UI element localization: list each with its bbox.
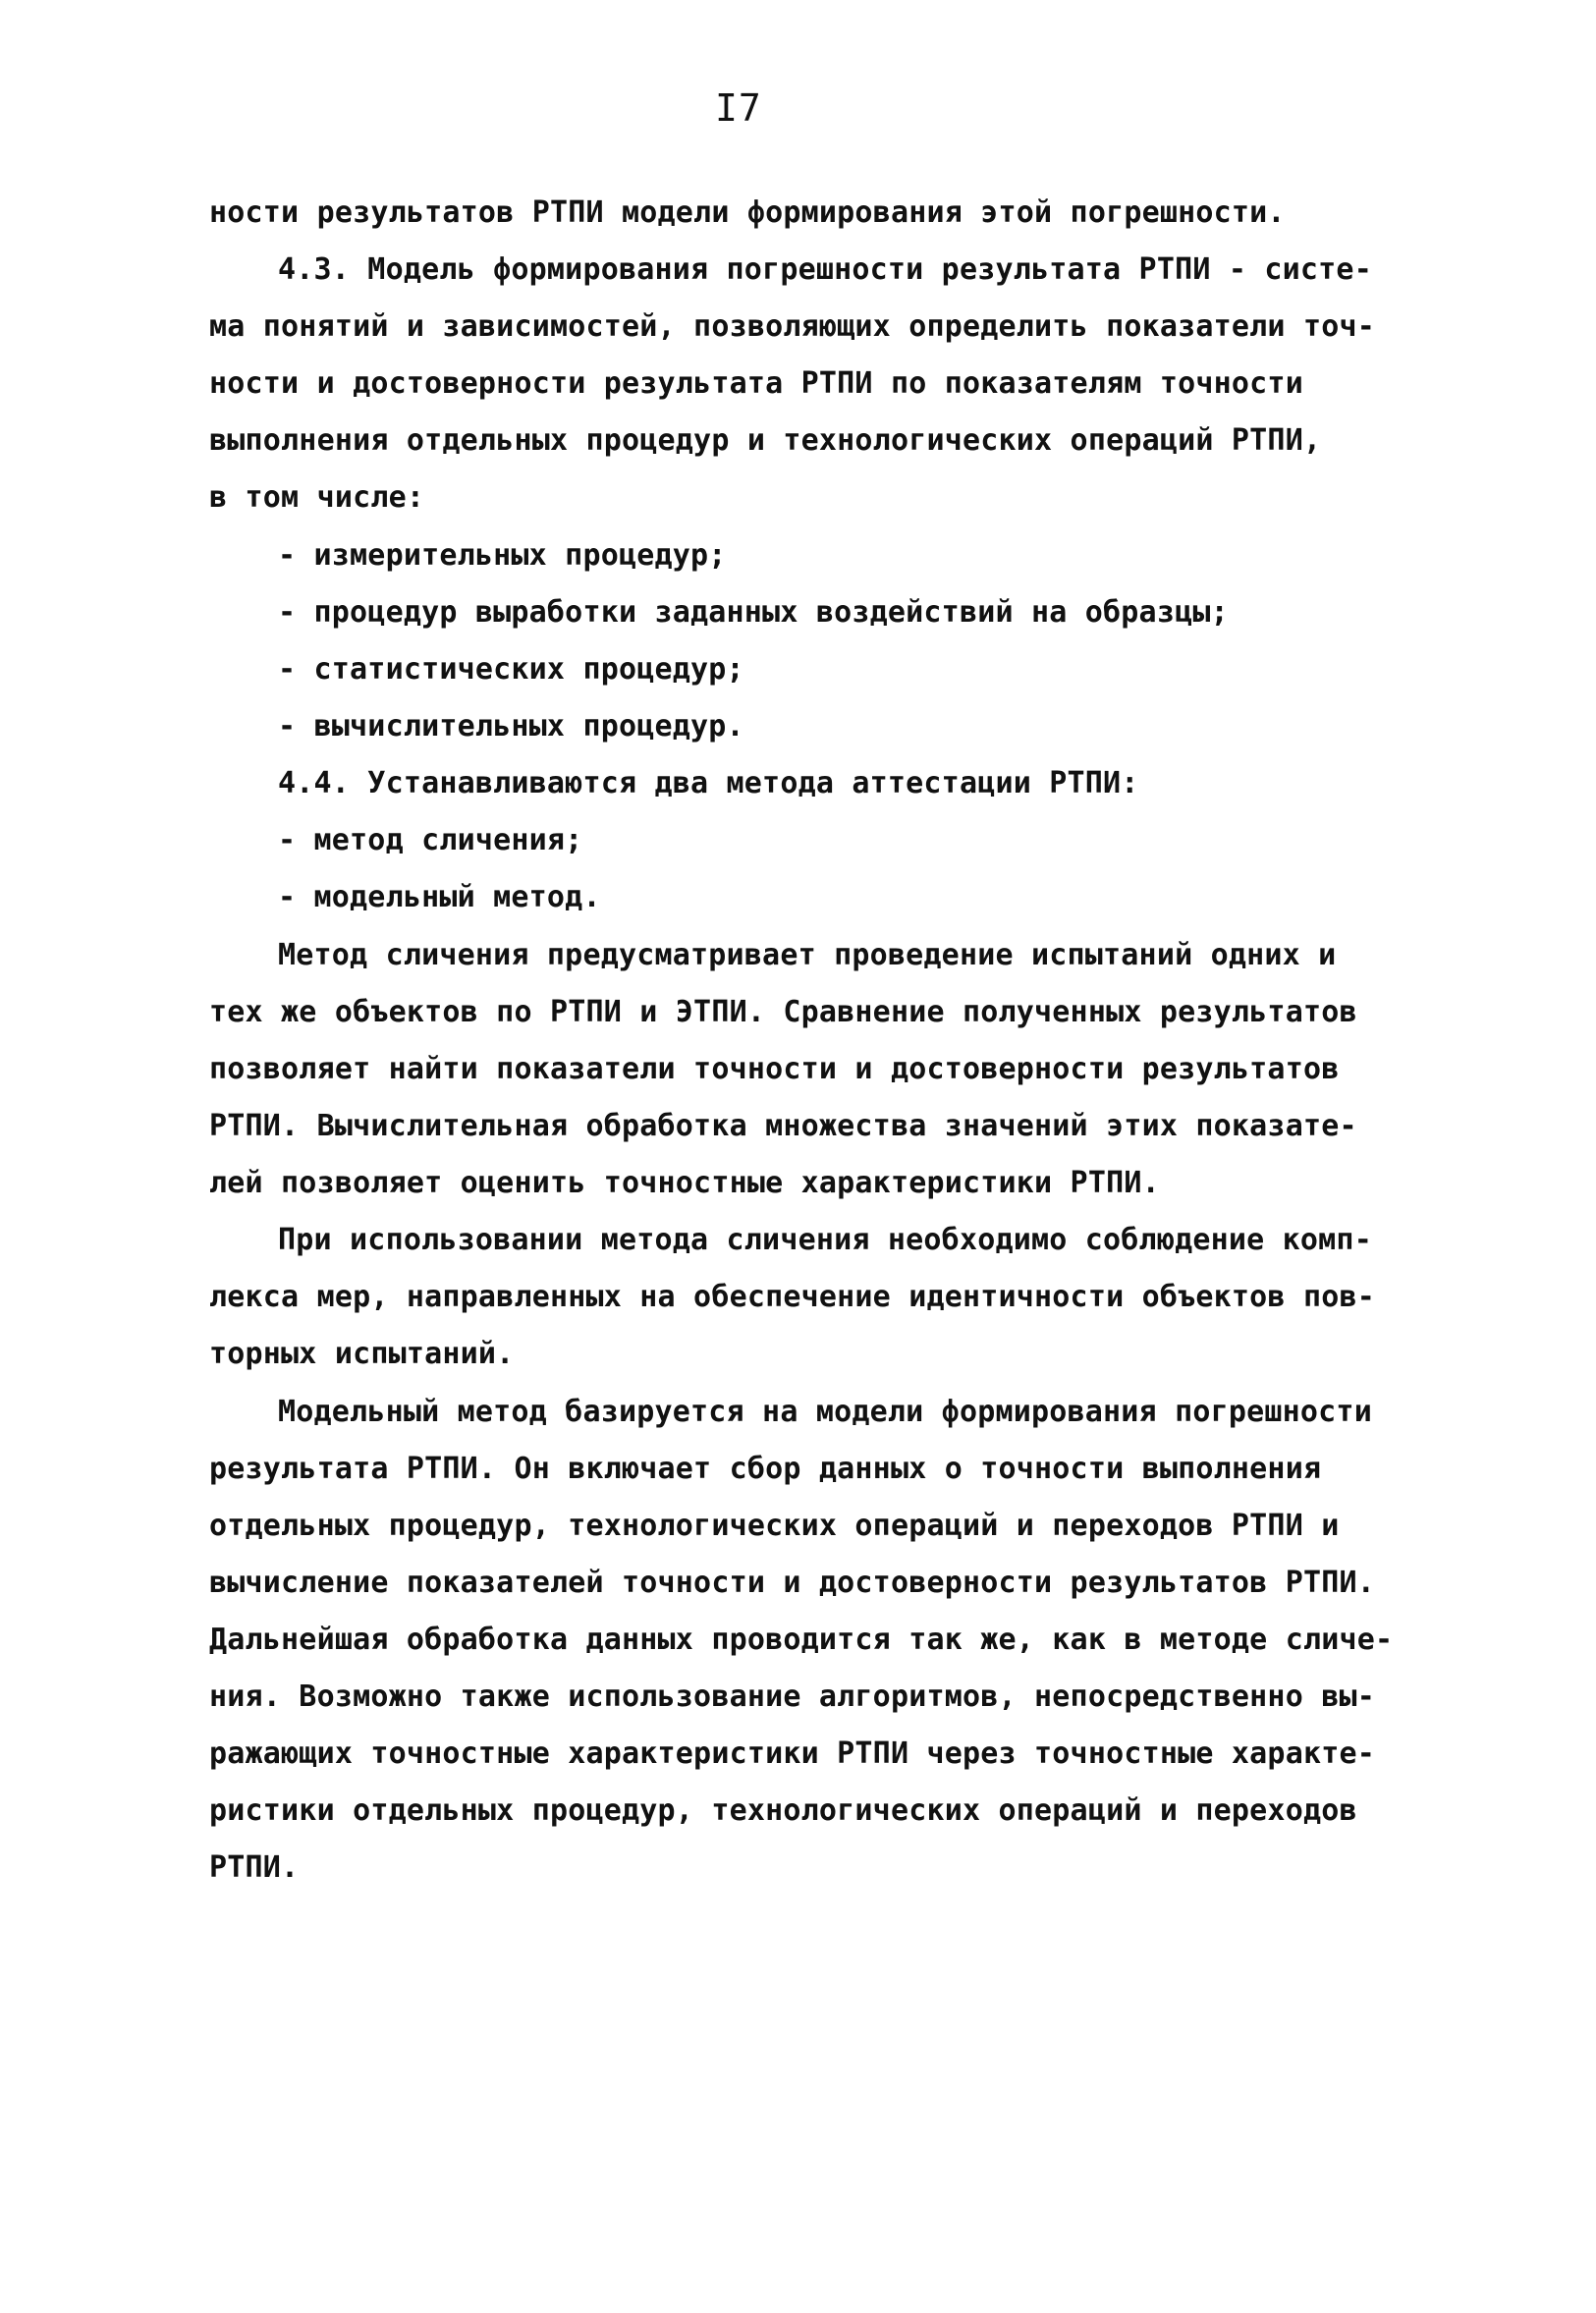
text-line: РТПИ. bbox=[209, 1850, 300, 1885]
list-item: - вычислительных процедур. bbox=[278, 709, 744, 743]
text-line: 4.4. Устанавливаются два метода аттестации РТПИ: bbox=[278, 766, 1139, 800]
list-item: - процедур выработки заданных воздействий на образцы; bbox=[278, 595, 1229, 630]
list-item: - измерительных процедур; bbox=[278, 538, 727, 573]
text-line: торных испытаний. bbox=[209, 1337, 515, 1371]
text-line: ражающих точностные характеристики РТПИ через точностные характе- bbox=[209, 1736, 1375, 1771]
text-line: Метод сличения предусматривает проведение испытаний одних и bbox=[278, 938, 1337, 972]
text-line: результата РТПИ. Он включает сбор данных о точности выполнения bbox=[209, 1452, 1322, 1486]
text-line: Дальнейшая обработка данных проводится так же, как в методе сличе- bbox=[209, 1623, 1394, 1657]
text-line: в том числе: bbox=[209, 480, 425, 515]
text-line: выполнения отдельных процедур и технологических операций РТПИ, bbox=[209, 423, 1322, 458]
text-line: Модельный метод базируется на модели формирования погрешности bbox=[278, 1395, 1372, 1429]
text-line: ристики отдельных процедур, технологических операций и переходов bbox=[209, 1793, 1357, 1828]
text-line: При использовании метода сличения необходимо соблюдение комп- bbox=[278, 1223, 1372, 1257]
text-line: отдельных процедур, технологических операций и переходов РТПИ и bbox=[209, 1509, 1340, 1543]
text-line: ния. Возможно также использование алгоритмов, непосредственно вы- bbox=[209, 1680, 1375, 1714]
text-line: позволяет найти показатели точности и достоверности результатов bbox=[209, 1052, 1340, 1086]
text-line: лекса мер, направленных на обеспечение идентичности объектов пов- bbox=[209, 1280, 1375, 1314]
list-item: - метод сличения; bbox=[278, 823, 583, 857]
page-number: I7 bbox=[715, 86, 762, 130]
text-line: лей позволяет оценить точностные характеристики РТПИ. bbox=[209, 1166, 1160, 1200]
text-line: ности и достоверности результата РТПИ по показателям точности bbox=[209, 366, 1303, 401]
text-line: 4.3. Модель формирования погрешности результата РТПИ - систе- bbox=[278, 252, 1372, 287]
text-line: РТПИ. Вычислительная обработка множества значений этих показате- bbox=[209, 1109, 1357, 1143]
list-item: - модельный метод. bbox=[278, 880, 601, 914]
text-line: ности результатов РТПИ модели формирования этой погрешности. bbox=[209, 195, 1286, 230]
text-line: ма понятий и зависимостей, позволяющих определить показатели точ- bbox=[209, 309, 1375, 344]
list-item: - статистических процедур; bbox=[278, 652, 744, 687]
text-line: вычисление показателей точности и достоверности результатов РТПИ. bbox=[209, 1566, 1375, 1600]
text-line: тех же объектов по РТПИ и ЭТПИ. Сравнение полученных результатов bbox=[209, 995, 1357, 1029]
